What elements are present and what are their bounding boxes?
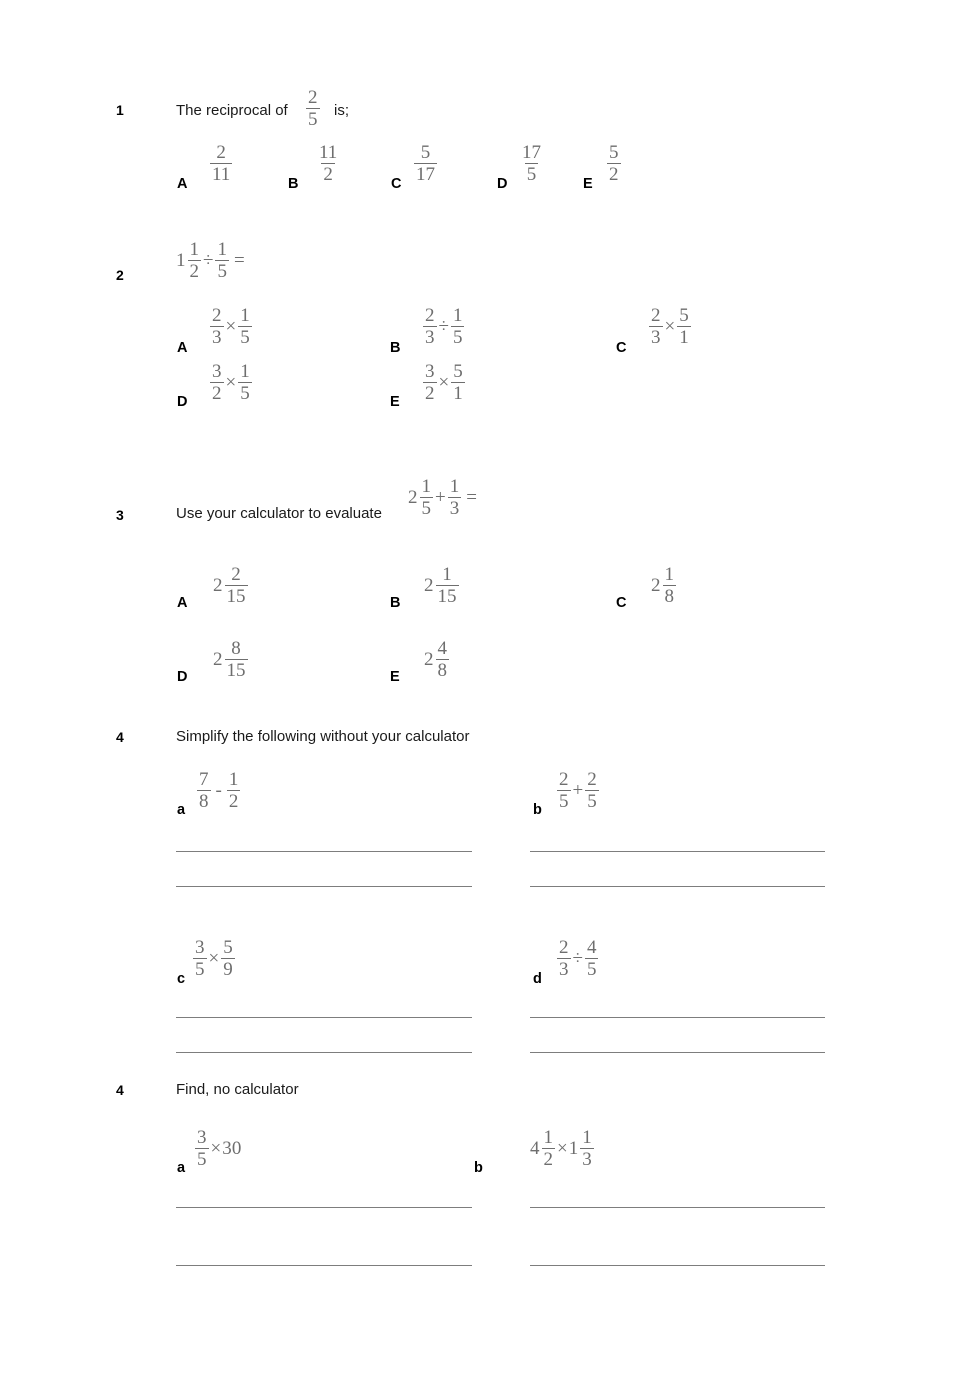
question-number-1: 1	[116, 102, 124, 118]
fraction: $\frac{4}{8}$	[437, 638, 447, 682]
option-value-3b[interactable]	[424, 565, 460, 607]
option-letter-2e[interactable]: E	[390, 394, 400, 410]
fraction: $\frac{1}{5}$	[217, 239, 227, 283]
fraction: $\frac{1}{3}$	[449, 476, 460, 520]
part-expression-4a	[196, 770, 241, 812]
option-letter-3b[interactable]: B	[390, 595, 401, 611]
question-4-simplify-stem: Simplify the following without your calculator	[176, 728, 470, 745]
fraction: $\frac{5}{1}$	[679, 305, 689, 349]
fraction: $\frac{3}{5}$	[195, 937, 205, 981]
option-letter-1a[interactable]: A	[177, 176, 188, 192]
fraction: $\frac{4}{5}$	[586, 937, 597, 981]
question-3-stem: Use your calculator to evaluate	[176, 505, 382, 522]
option-letter-1e[interactable]: E	[583, 176, 593, 192]
operator-times: ×	[208, 948, 220, 970]
fraction: $\frac{1}{5}$	[240, 305, 250, 349]
option-letter-3e[interactable]: E	[390, 669, 400, 685]
question-4-find-stem: Find, no calculator	[176, 1081, 299, 1098]
operator-plus: +	[572, 780, 584, 802]
fraction: $\frac{1}{2}$	[543, 1127, 553, 1171]
question-1-stem-before: The reciprocal of	[176, 102, 288, 119]
fraction: $\frac{2}{15}$	[226, 564, 246, 608]
part-letter-5a[interactable]: a	[177, 1160, 186, 1176]
option-letter-3d[interactable]: D	[177, 669, 188, 685]
answer-line-4a-2[interactable]	[176, 886, 472, 887]
question-1-stem-after: is;	[334, 102, 349, 119]
option-value-2c[interactable]	[648, 306, 692, 348]
fraction: $\frac{2}{3}$	[425, 305, 435, 349]
answer-line-5b-2[interactable]	[530, 1265, 825, 1266]
fraction: $\frac{2}{3}$	[559, 937, 569, 981]
fraction: $\frac{3}{5}$	[197, 1127, 207, 1171]
option-letter-3a[interactable]: A	[177, 595, 188, 611]
operator-times: ×	[210, 1138, 222, 1160]
equals-sign: =	[233, 250, 245, 272]
fraction: $\frac{2}{3}$	[651, 305, 661, 349]
fraction: $\frac{1}{5}$	[452, 305, 463, 349]
question-number-4-find: 4	[116, 1082, 124, 1098]
operator-plus: +	[435, 487, 446, 509]
option-value-1e[interactable]	[606, 143, 622, 185]
option-letter-3c[interactable]: C	[616, 595, 627, 611]
fraction: $\frac{17}{5}$	[522, 142, 541, 186]
part-expression-4c	[192, 938, 236, 980]
operator-minus: -	[215, 780, 222, 802]
mixed-whole: 4	[530, 1138, 540, 1160]
operator-divide: ÷	[572, 948, 583, 970]
fraction: $\frac{8}{15}$	[226, 638, 246, 682]
fraction: $\frac{1}{2}$	[189, 239, 199, 283]
part-expression-4d	[556, 938, 599, 980]
option-letter-1d[interactable]: D	[497, 176, 508, 192]
part-letter-4a[interactable]: a	[177, 802, 186, 818]
option-letter-2b[interactable]: B	[390, 340, 401, 356]
fraction: $\frac{1}{2}$	[228, 769, 239, 813]
mixed-whole: 2	[408, 487, 418, 509]
question-number-4-simplify: 4	[116, 729, 124, 745]
fraction: $\frac{5}{17}$	[416, 142, 435, 186]
option-letter-2a[interactable]: A	[177, 340, 188, 356]
option-value-2e[interactable]	[422, 362, 466, 404]
option-value-1c[interactable]	[413, 143, 438, 185]
operator: ×	[225, 372, 237, 394]
part-letter-4d[interactable]: d	[533, 971, 542, 987]
option-value-1d[interactable]	[519, 143, 544, 185]
option-value-2d[interactable]	[209, 362, 253, 404]
answer-line-4d-2[interactable]	[530, 1052, 825, 1053]
option-letter-2d[interactable]: D	[177, 394, 188, 410]
option-letter-1b[interactable]: B	[288, 176, 299, 192]
mixed-whole: 1	[568, 1138, 579, 1160]
mixed-whole: 2	[424, 575, 434, 597]
answer-line-4d-1[interactable]	[530, 1017, 825, 1018]
fraction: $\frac{5}{2}$	[609, 142, 619, 186]
fraction: $\frac{2}{11}$	[212, 142, 231, 186]
mixed-whole: 1	[176, 250, 186, 272]
option-value-2a[interactable]	[209, 306, 253, 348]
part-letter-4b[interactable]: b	[533, 802, 542, 818]
fraction: $\frac{2}{5}$	[308, 87, 318, 131]
operator: ×	[438, 372, 450, 394]
answer-line-4c-1[interactable]	[176, 1017, 472, 1018]
fraction: $\frac{1}{8}$	[664, 564, 674, 608]
fraction: $\frac{3}{2}$	[425, 361, 435, 405]
fraction: $\frac{5}{1}$	[453, 361, 463, 405]
part-expression-5a	[194, 1128, 242, 1170]
fraction: $\frac{3}{2}$	[212, 361, 222, 405]
fraction: $\frac{1}{15}$	[437, 564, 457, 608]
mixed-whole: 2	[651, 575, 661, 597]
question-3-expression	[408, 477, 481, 519]
operator-divide: ÷	[203, 250, 214, 272]
answer-line-5a-1[interactable]	[176, 1207, 472, 1208]
option-value-3c[interactable]	[651, 565, 677, 607]
option-value-3e[interactable]	[424, 639, 450, 681]
mixed-whole: 2	[424, 649, 434, 671]
answer-line-5a-2[interactable]	[176, 1265, 472, 1266]
option-value-3d[interactable]	[213, 639, 249, 681]
operator: ×	[225, 316, 237, 338]
answer-line-5b-1[interactable]	[530, 1207, 825, 1208]
operator-times: ×	[557, 1138, 568, 1160]
equals-sign: =	[466, 487, 477, 509]
option-value-2b[interactable]	[422, 306, 465, 348]
integer-operand: 30	[222, 1138, 242, 1160]
question-2-expression	[176, 240, 249, 282]
option-letter-2c[interactable]: C	[616, 340, 627, 356]
part-expression-5b	[530, 1128, 595, 1170]
part-letter-4c[interactable]: c	[177, 971, 186, 987]
mixed-whole: 2	[213, 575, 223, 597]
option-value-3a[interactable]	[213, 565, 249, 607]
option-letter-1c[interactable]: C	[391, 176, 402, 192]
question-1-stem-fraction	[305, 88, 321, 130]
fraction: $\frac{1}{3}$	[582, 1127, 592, 1171]
option-value-1b[interactable]	[316, 143, 340, 185]
fraction: $\frac{11}{2}$	[319, 142, 338, 186]
fraction: $\frac{1}{5}$	[421, 476, 431, 520]
fraction: $\frac{1}{5}$	[240, 361, 250, 405]
operator: ÷	[438, 316, 449, 338]
answer-line-4b-2[interactable]	[530, 886, 825, 887]
answer-line-4c-2[interactable]	[176, 1052, 472, 1053]
fraction: $\frac{7}{8}$	[199, 769, 209, 813]
fraction: $\frac{2}{5}$	[587, 769, 597, 813]
answer-line-4a-1[interactable]	[176, 851, 472, 852]
fraction: $\frac{2}{5}$	[559, 769, 569, 813]
question-number-2: 2	[116, 267, 124, 283]
operator: ×	[664, 316, 676, 338]
fraction: $\frac{2}{3}$	[212, 305, 222, 349]
mixed-whole: 2	[213, 649, 223, 671]
option-value-1a[interactable]	[209, 143, 233, 185]
question-number-3: 3	[116, 507, 124, 523]
part-expression-4b	[556, 770, 600, 812]
part-letter-5b[interactable]: b	[474, 1160, 483, 1176]
fraction: $\frac{5}{9}$	[223, 937, 233, 981]
answer-line-4b-1[interactable]	[530, 851, 825, 852]
